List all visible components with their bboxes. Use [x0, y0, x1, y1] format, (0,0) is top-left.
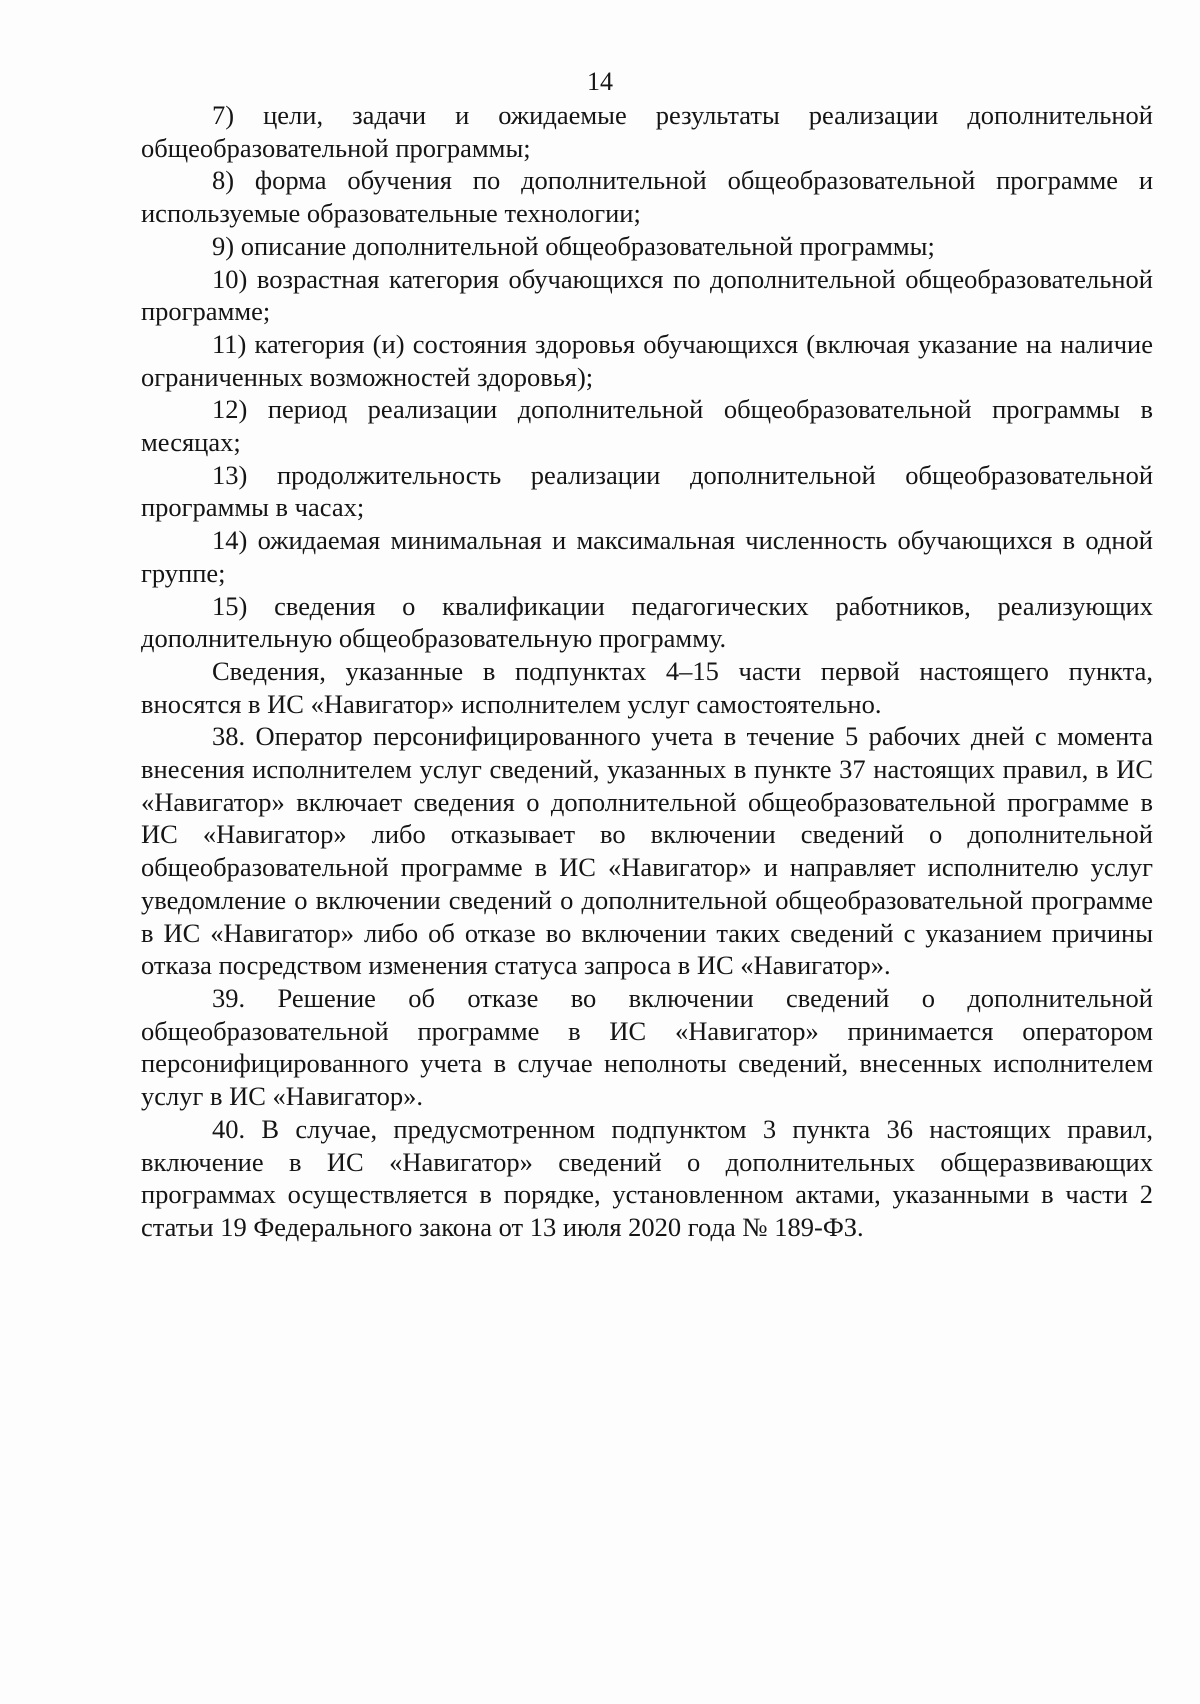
list-item-12: 12) период реализации дополнительной общеобразовательной программы в месяцах; — [141, 394, 1153, 458]
list-item-9: 9) описание дополнительной общеобразовательной программы; — [212, 230, 935, 261]
clause-39: 39. Решение об отказе во включении сведений о дополнительной общеобразовательной программе в ИС «Навигатор» принимается оператором персонифицированного учета в случае неполноты сведений, внесенных исполнителем услуг в ИС «Навигатор». — [141, 982, 1153, 1112]
document-body — [141, 99, 1153, 1244]
list-item-15: 15) сведения о квалификации педагогических работников, реализующих дополнительную общеобразовательную программу. — [141, 590, 1153, 654]
list-item-11: 11) категория (и) состояния здоровья обучающихся (включая указание на наличие ограниченных возможностей здоровья); — [141, 328, 1153, 392]
list-item-7: 7) цели, задачи и ожидаемые результаты реализации дополнительной общеобразовательной программы; — [141, 100, 1153, 163]
list-item-14: 14) ожидаемая минимальная и максимальная численность обучающихся в одной группе; — [141, 525, 1153, 588]
clause-40: 40. В случае, предусмотренном подпунктом 3 пункта 36 настоящих правил, включение в ИС «Навигатор» сведений о дополнительных общеразвивающих программах осуществляется в порядке, установленном актами, указанными в части 2 статьи 19 Федерального закона от 13 июля 2020 года № 189-ФЗ. — [141, 1113, 1153, 1242]
list-item-10: 10) возрастная категория обучающихся по дополнительной общеобразовательной программе; — [141, 263, 1153, 327]
clause-38: 38. Оператор персонифицированного учета в течение 5 рабочих дней с момента внесения исполнителем услуг сведений, указанных в пункте 37 настоящих правил, в ИС «Навигатор» включает сведения о дополнительной общеобразовательной программе в ИС «Навигатор» либо отказывает во включении сведений о дополнительной общеобразовательной программе в ИС «Навигатор» и направляет исполнителю услуг уведомление о включении сведений о дополнительной общеобразовательной программе в ИС «Навигатор» либо об отказе во включении таких сведений с указанием причины отказа посредством изменения статуса запроса в ИС «Навигатор». — [141, 721, 1153, 981]
paragraph-note: Сведения, указанные в подпунктах 4–15 части первой настоящего пункта, вносятся в ИС «Навигатор» исполнителем услуг самостоятельно. — [141, 655, 1153, 719]
list-item-8: 8) форма обучения по дополнительной общеобразовательной программе и используемые образовательные технологии; — [141, 165, 1153, 229]
list-item-13: 13) продолжительность реализации дополнительной общеобразовательной программы в часах; — [141, 459, 1153, 523]
page-number: 14 — [587, 67, 613, 96]
